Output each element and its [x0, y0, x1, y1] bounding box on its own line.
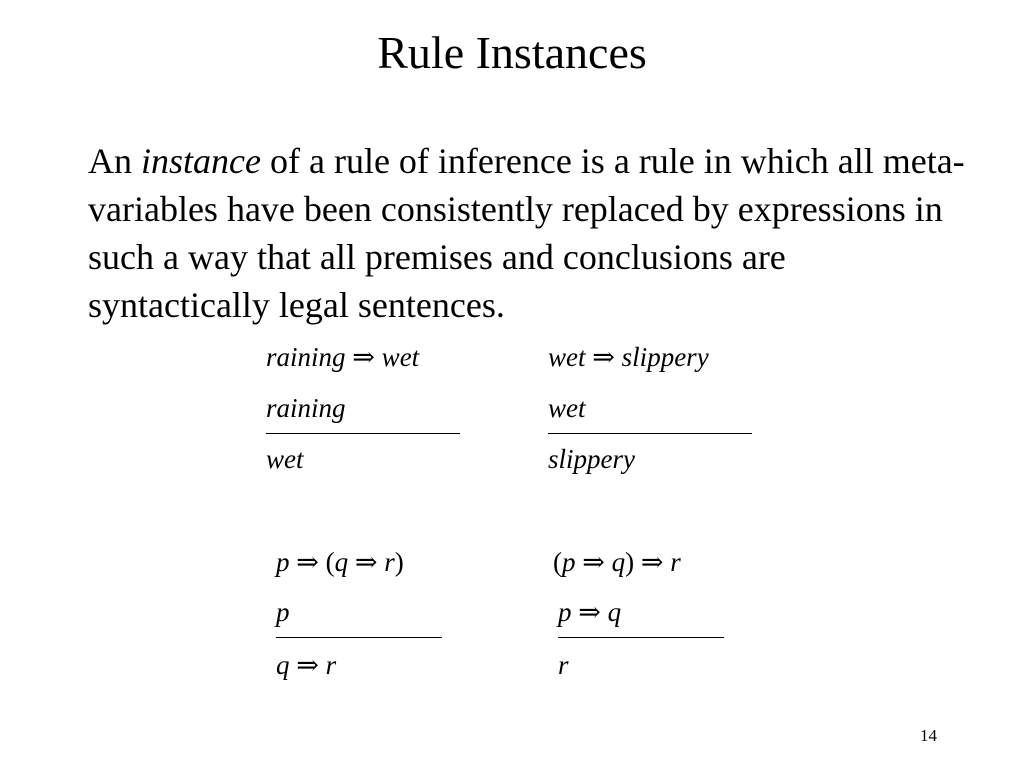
- rule-instance-p-q-r: [276, 547, 444, 687]
- rule-premise-1: raining ⇒ wet: [266, 342, 420, 372]
- rule-inference-line: [266, 433, 460, 434]
- rule-conclusion: r: [558, 650, 569, 680]
- rule-inference-line: [548, 433, 752, 434]
- rule-premise-1: p ⇒ (q ⇒ r): [276, 547, 404, 577]
- rule-inference-line: [276, 637, 442, 638]
- rule-instance-raining-wet: [266, 342, 462, 482]
- paragraph-text-before: An: [88, 141, 141, 181]
- rule-premise-1: wet ⇒ slippery: [548, 342, 709, 372]
- rule-premise-1: (p ⇒ q) ⇒ r: [553, 547, 681, 577]
- rule-conclusion: q ⇒ r: [276, 650, 337, 680]
- rule-inference-line: [558, 637, 724, 638]
- rule-premise-2: p ⇒ q: [558, 597, 622, 627]
- paragraph-emphasis: instance: [141, 141, 261, 181]
- rule-instance-pq-r: [553, 547, 725, 687]
- body-paragraph: [88, 137, 968, 329]
- rule-conclusion: wet: [266, 444, 304, 474]
- paragraph-text-after: of a rule of inference is a rule in which all meta-variables have been consistently replaced by expressions in such a way that all premises and conclusions are syntactically legal sentences.: [88, 141, 965, 325]
- rule-premise-2: raining: [266, 393, 346, 423]
- rule-conclusion: slippery: [548, 444, 636, 474]
- rule-instance-wet-slippery: [548, 342, 754, 482]
- rule-premise-2: p: [276, 597, 290, 627]
- rule-premise-2: wet: [548, 393, 586, 423]
- page-number: 14: [920, 726, 937, 745]
- slide-title: Rule Instances: [377, 27, 647, 78]
